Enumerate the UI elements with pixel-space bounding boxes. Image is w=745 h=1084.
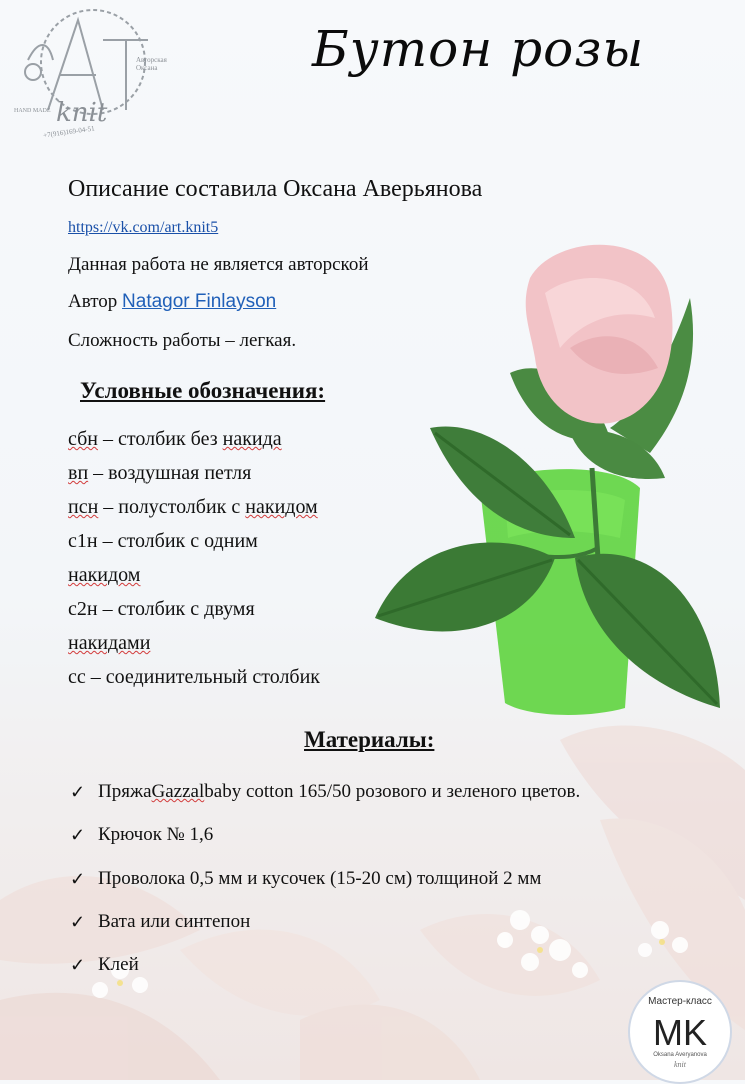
logo-phone: +7(916)169-04-51 [42, 124, 96, 140]
material-text: Проволока 0,5 мм и кусочек (15-20 см) толщиной 2 мм [98, 868, 542, 889]
badge-name-text: Oksana Averyanova [653, 1052, 707, 1058]
legend-item: с1н – столбик с одним [68, 530, 258, 552]
legend-item: вп – воздушная петля [68, 462, 252, 484]
legend-item: сбн – столбик без накида [68, 428, 282, 450]
badge-top-text: Мастер-класс [648, 996, 712, 1007]
material-text: Крючок № 1,6 [98, 824, 214, 845]
legend-abbr: с1н [68, 530, 98, 552]
logo-side-text: HAND MADE [14, 108, 51, 114]
legend-item: сс – соединительный столбик [68, 666, 321, 688]
legend-item-continued [68, 564, 140, 587]
author-label: Автор [68, 291, 118, 312]
legend-desc: столбик с одним [117, 530, 258, 552]
materials-heading: Материалы: [304, 727, 435, 752]
legend-abbr: сс [68, 666, 86, 688]
material-item [70, 824, 213, 846]
legend-heading: Условные обозначения: [80, 378, 326, 403]
material-text: Клей [98, 954, 139, 975]
art-knit-logo [8, 0, 180, 150]
description-author: Описание составила Оксана Аверьянова [68, 176, 483, 202]
legend-item: псн – полустолбик с накидом [68, 496, 318, 518]
material-item [70, 954, 139, 976]
rose-bud-photo [370, 238, 745, 718]
checkmark-icon: ✓ [70, 911, 86, 932]
checkmark-icon: ✓ [70, 781, 86, 802]
legend-item-continued [68, 632, 150, 655]
author-line [68, 291, 276, 313]
not-original-note: Данная работа не является авторской [68, 254, 369, 275]
material-text: Вата или синтепон [98, 911, 251, 932]
material-item [70, 868, 541, 890]
legend-desc-tail: накида [222, 428, 282, 450]
legend-abbr: псн [68, 496, 99, 518]
legend-abbr: с2н [68, 598, 98, 620]
material-brand: Gazzal [151, 781, 205, 802]
difficulty: Сложность работы – легкая. [68, 330, 297, 351]
legend-desc-tail: накидом [245, 496, 318, 518]
legend-desc: столбик без [118, 428, 223, 450]
logo-brand: knit [56, 98, 108, 128]
material-text: Пряжа [98, 781, 152, 802]
legend-desc-tail: накидом [68, 564, 141, 586]
checkmark-icon: ✓ [70, 954, 86, 975]
badge-mk-text: MK [653, 1012, 707, 1053]
material-text-tail: baby cotton 165/50 розового и зеленого цветов. [204, 781, 581, 802]
page-title: Бутон розы [312, 20, 645, 78]
legend-desc: столбик с двумя [117, 598, 255, 620]
vk-link[interactable]: https://vk.com/art.knit5 [68, 219, 219, 236]
master-class-badge [628, 980, 732, 1084]
legend-item: с2н – столбик с двумя [68, 598, 255, 620]
legend-desc: полустолбик с [118, 496, 246, 518]
legend-desc: воздушная петля [108, 462, 252, 484]
legend-abbr: вп [68, 462, 89, 484]
legend-desc-tail: накидами [68, 632, 151, 654]
badge-knit-text: knit [674, 1060, 686, 1069]
author-name-link[interactable]: Natagor Finlayson [122, 291, 277, 312]
checkmark-icon: ✓ [70, 868, 86, 889]
legend-desc: соединительный столбик [105, 666, 321, 688]
checkmark-icon: ✓ [70, 824, 86, 845]
legend-abbr: сбн [68, 428, 98, 450]
logo-side-name: Авторская Оксана [136, 56, 167, 72]
material-item [70, 781, 580, 803]
material-item [70, 911, 250, 933]
